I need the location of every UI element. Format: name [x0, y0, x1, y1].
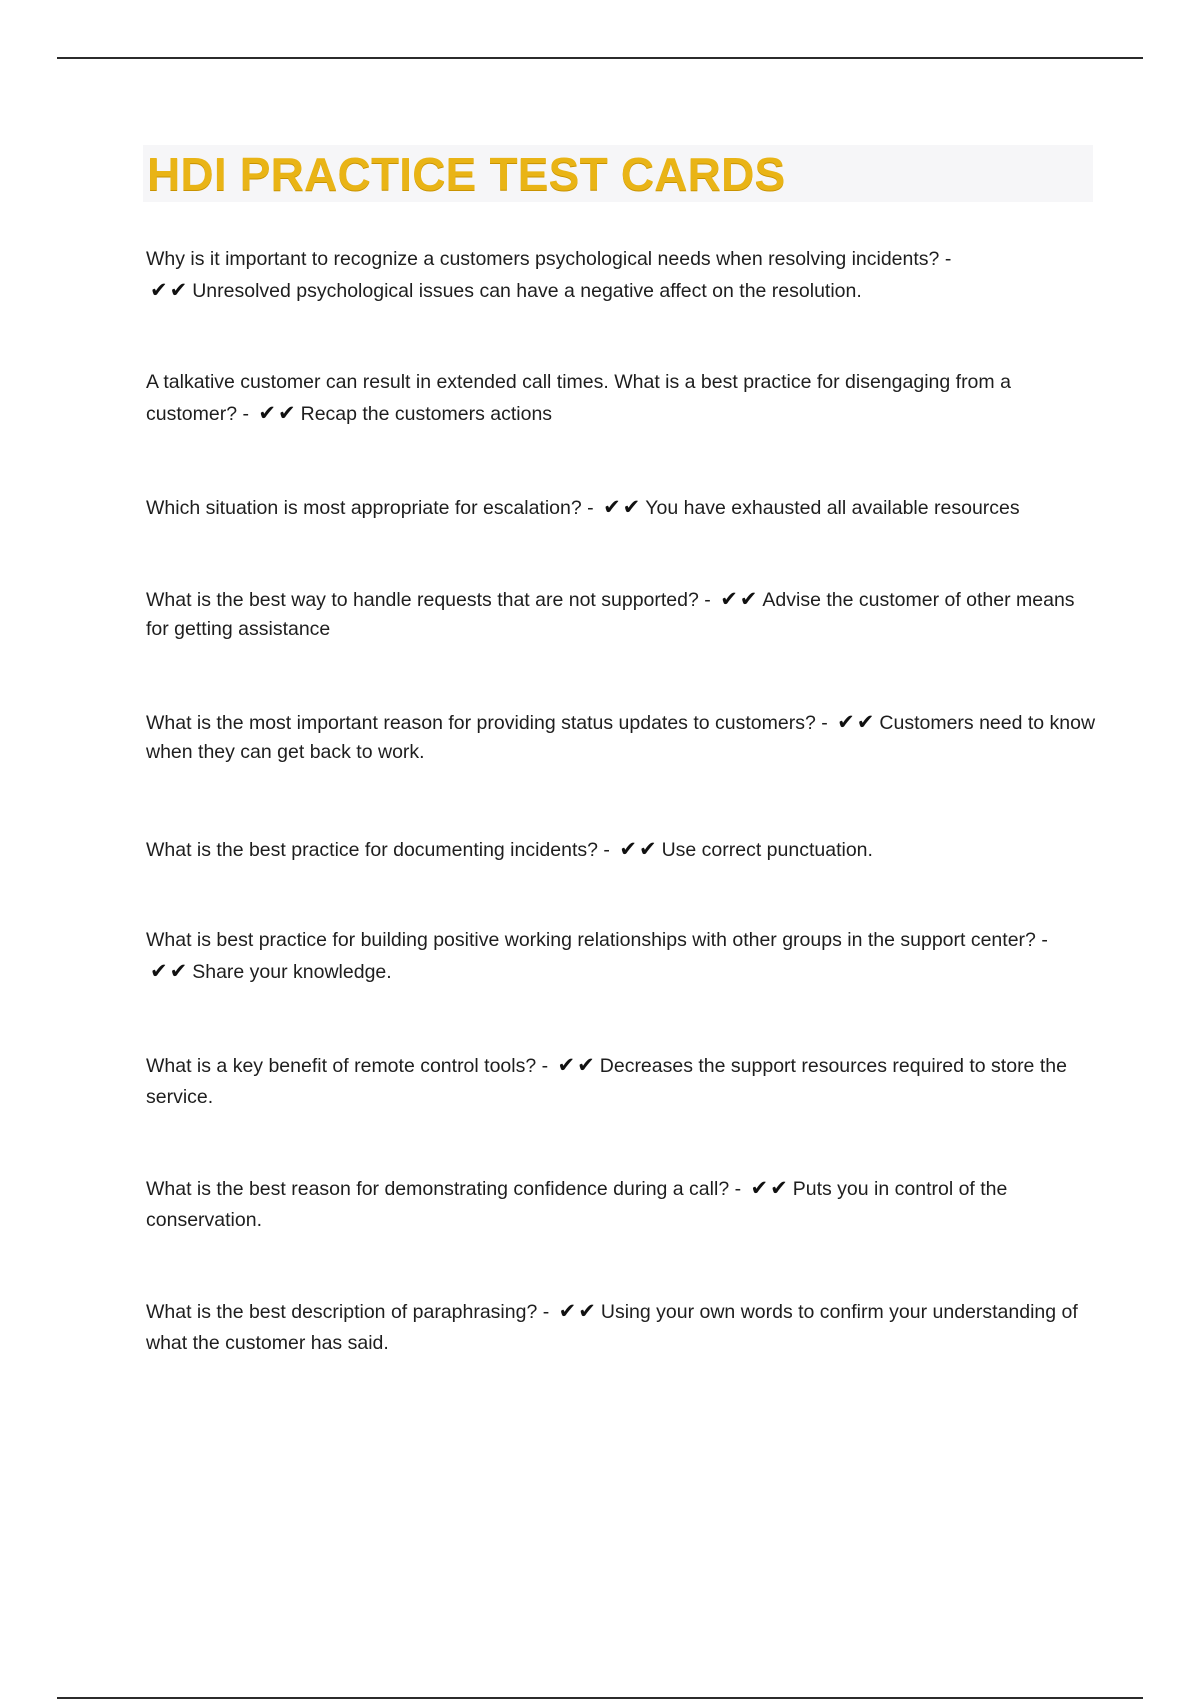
separator: - [821, 712, 828, 734]
double-checkmark-icon: ✔✔ [150, 278, 188, 302]
qa-item [146, 367, 1096, 430]
qa-item [146, 244, 1096, 307]
answer-text: Customers need to know when they can get back to work. [146, 712, 1096, 763]
qa-item [146, 492, 1106, 524]
qa-item [146, 1296, 1096, 1359]
separator: - [603, 839, 610, 861]
separator: - [587, 497, 594, 519]
double-checkmark-icon: ✔✔ [603, 495, 641, 519]
page-title: HDI PRACTICE TEST CARDS [147, 148, 786, 200]
qa-item [146, 1050, 1096, 1113]
separator: - [704, 589, 711, 611]
answer-text: Decreases the support resources required to store the service. [146, 1055, 1067, 1108]
question-text: What is the most important reason for providing status updates to customers? [146, 712, 816, 734]
question-text: What is the best way to handle requests that are not supported? [146, 589, 699, 611]
double-checkmark-icon: ✔✔ [720, 587, 758, 611]
separator: - [541, 1055, 549, 1077]
top-rule [57, 57, 1143, 59]
qa-item [146, 1173, 1096, 1236]
qa-item [146, 834, 1096, 866]
answer-text: You have exhausted all available resources [645, 497, 1020, 519]
separator: - [944, 248, 952, 270]
question-text: What is a key benefit of remote control tools? [146, 1055, 537, 1077]
double-checkmark-icon: ✔✔ [558, 1299, 596, 1323]
double-checkmark-icon: ✔✔ [619, 837, 657, 861]
double-checkmark-icon: ✔✔ [750, 1176, 788, 1200]
answer-text: Unresolved psychological issues can have a negative affect on the resolution. [192, 280, 862, 302]
answer-text: Advise the customer of other means for getting assistance [146, 589, 1075, 640]
answer-text: Use correct punctuation. [661, 839, 873, 861]
double-checkmark-icon: ✔✔ [258, 401, 296, 425]
double-checkmark-icon: ✔✔ [150, 959, 188, 983]
answer-text: Using your own words to confirm your understanding of what the customer has said. [146, 1301, 1078, 1354]
qa-item [146, 708, 1096, 767]
separator: - [1041, 929, 1048, 951]
question-text: What is best practice for building positive working relationships with other groups in the support center? [146, 929, 1036, 951]
separator: - [734, 1178, 742, 1200]
question-text: A talkative customer can result in extended call times. What is a best practice for disengaging from a customer? [146, 371, 1011, 425]
qa-item [146, 925, 1096, 988]
separator: - [542, 1301, 550, 1323]
double-checkmark-icon: ✔✔ [557, 1053, 595, 1077]
question-text: What is the best description of paraphrasing? [146, 1301, 538, 1323]
separator: - [242, 403, 249, 425]
question-text: What is the best reason for demonstrating confidence during a call? [146, 1178, 730, 1200]
question-text: Why is it important to recognize a customers psychological needs when resolving incidents? [146, 248, 940, 270]
double-checkmark-icon: ✔✔ [837, 710, 875, 734]
answer-text: Puts you in control of the conservation. [146, 1178, 1008, 1231]
bottom-rule [57, 1697, 1143, 1699]
question-text: Which situation is most appropriate for escalation? [146, 497, 582, 519]
qa-item [146, 585, 1096, 644]
answer-text: Share your knowledge. [192, 961, 392, 983]
question-text: What is the best practice for documenting incidents? [146, 839, 598, 861]
answer-text: Recap the customers actions [300, 403, 553, 425]
